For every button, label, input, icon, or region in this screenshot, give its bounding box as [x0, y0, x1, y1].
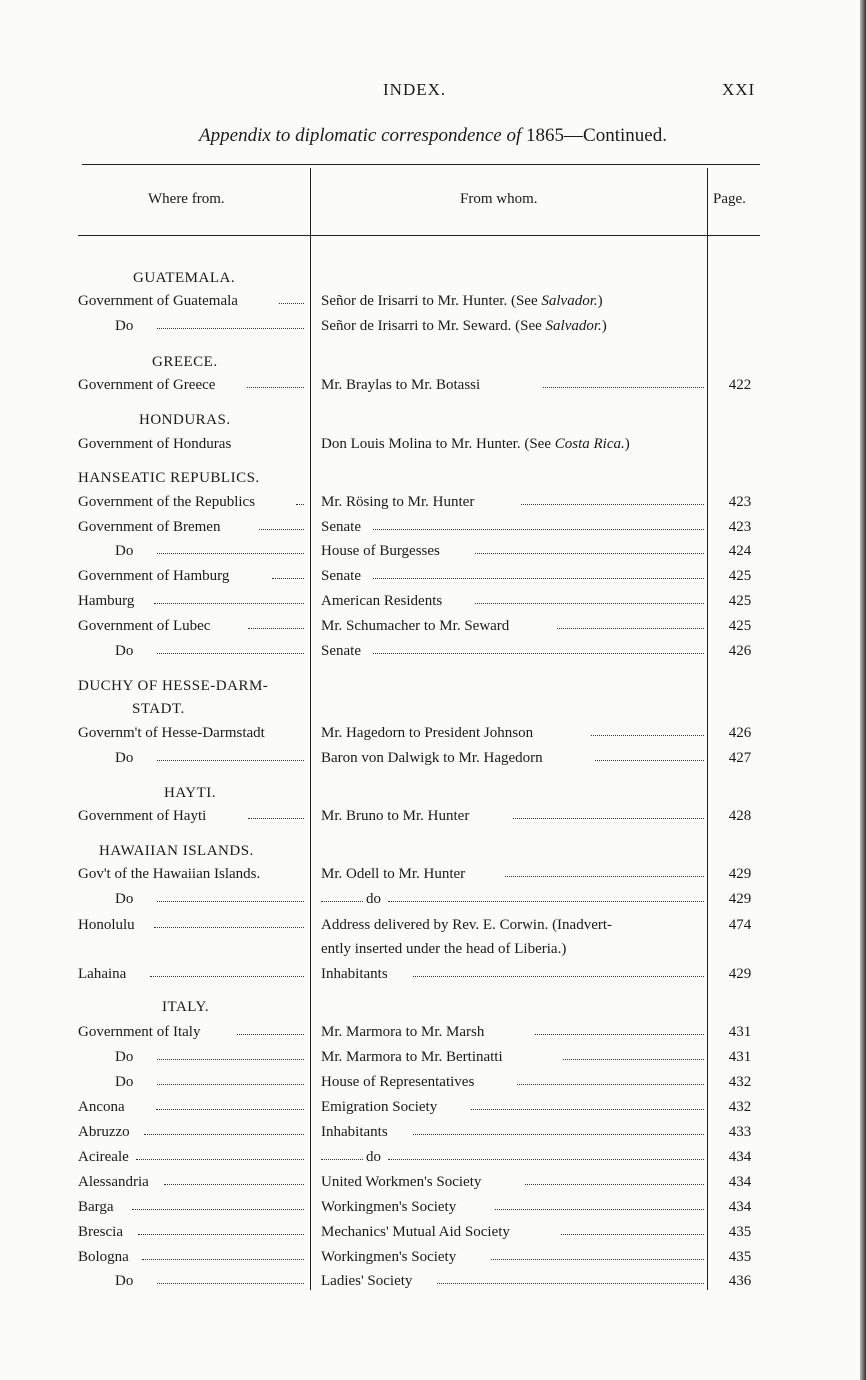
dot-leader [272, 578, 304, 579]
index-row [78, 564, 760, 588]
from-whom-cell: Mechanics' Mutual Aid Society [321, 1224, 510, 1240]
index-row [78, 539, 760, 563]
dot-leader [154, 603, 304, 604]
page-cell: 425 [728, 568, 752, 584]
table-top-rule [82, 164, 760, 165]
index-row [78, 1269, 760, 1293]
caption-italic: Appendix to diplomatic correspondence of [199, 125, 522, 146]
page-cell: 427 [728, 750, 752, 766]
where-from-cell: Lahaina [78, 966, 127, 982]
dot-leader [491, 1259, 704, 1260]
from-whom-cell: Address delivered by Rev. E. Corwin. (Inadvert- [321, 917, 613, 933]
where-from-cell: Government of Bremen [78, 519, 221, 535]
section-heading-continued: STADT. [132, 701, 185, 717]
dot-leader [535, 1034, 704, 1035]
dot-leader [279, 303, 304, 304]
page-cell: 429 [728, 966, 752, 982]
where-from-cell: Government of Italy [78, 1024, 201, 1040]
from-whom-cell: Mr. Schumacher to Mr. Seward [321, 618, 510, 634]
page-cell: 432 [728, 1099, 752, 1115]
where-from-cell: Government of Lubec [78, 618, 211, 634]
where-from-cell: Government of Hamburg [78, 568, 230, 584]
index-row [78, 887, 760, 911]
index-row [78, 1120, 760, 1144]
dot-leader [157, 328, 304, 329]
page-cell: 434 [728, 1149, 752, 1165]
from-whom-cell: Mr. Rösing to Mr. Hunter [321, 494, 475, 510]
section-heading: DUCHY OF HESSE-DARM- [78, 678, 269, 694]
dot-leader [157, 760, 304, 761]
dot-leader [437, 1283, 704, 1284]
cross-reference: (See Salvador.) [507, 293, 603, 309]
from-whom-cell: Mr. Braylas to Mr. Botassi [321, 377, 481, 393]
where-from-cell: Do [115, 891, 134, 907]
where-from-cell: Do [115, 1049, 134, 1065]
index-row [78, 589, 760, 613]
dot-leader [543, 387, 704, 388]
dot-leader [248, 628, 304, 629]
from-whom-cell: United Workmen's Society [321, 1174, 482, 1190]
index-row [78, 1245, 760, 1269]
where-from-cell: Governm't of Hesse-Darmstadt [78, 725, 265, 741]
from-whom-cell: Mr. Marmora to Mr. Bertinatti [321, 1049, 503, 1065]
dot-leader [557, 628, 704, 629]
page-cell: 423 [728, 519, 752, 535]
dot-leader [247, 387, 304, 388]
where-from-cell: Acireale [78, 1149, 129, 1165]
page-cell: 428 [728, 808, 752, 824]
page-cell: 434 [728, 1199, 752, 1215]
index-row [78, 432, 760, 456]
index-row [78, 804, 760, 828]
page-cell: 435 [728, 1224, 752, 1240]
from-whom-continuation: ently inserted under the head of Liberia.) [321, 941, 567, 957]
index-row [78, 314, 760, 338]
from-whom-cell: Baron von Dalwigk to Mr. Hagedorn [321, 750, 543, 766]
dot-leader [259, 529, 304, 530]
from-whom-cell: Workingmen's Society [321, 1199, 457, 1215]
index-row [78, 1195, 760, 1219]
section-heading: ITALY. [162, 999, 210, 1015]
page-cell: 433 [728, 1124, 752, 1140]
index-row [78, 1170, 760, 1194]
where-from-cell: Government of Honduras [78, 436, 232, 452]
index-row [78, 862, 760, 886]
dot-leader [248, 818, 304, 819]
index-row [78, 289, 760, 313]
dot-leader [157, 553, 304, 554]
where-from-cell: Government of Greece [78, 377, 216, 393]
dot-leader [154, 927, 304, 928]
dot-leader [132, 1209, 304, 1210]
dot-leader [413, 1134, 704, 1135]
page-cell: 429 [728, 891, 752, 907]
page-cell: 429 [728, 866, 752, 882]
index-row [78, 913, 760, 937]
from-whom-cell: Inhabitants [321, 1124, 388, 1140]
where-from-cell: Abruzzo [78, 1124, 130, 1140]
where-from-cell: Ancona [78, 1099, 125, 1115]
page-cell: 435 [728, 1249, 752, 1265]
page-cell: 436 [728, 1273, 752, 1289]
dot-leader [136, 1159, 304, 1160]
section-heading: HONDURAS. [139, 412, 231, 428]
index-row [78, 639, 760, 663]
page-cell: 425 [728, 593, 752, 609]
where-from-cell: Bologna [78, 1249, 129, 1265]
index-row [78, 721, 760, 745]
cross-reference: (See Costa Rica.) [520, 436, 630, 452]
page-cell: 422 [728, 377, 752, 393]
from-whom-cell: American Residents [321, 593, 443, 609]
page-cell: 426 [728, 643, 752, 659]
index-row [78, 515, 760, 539]
from-whom-cell: Senate [321, 568, 361, 584]
index-row [78, 1070, 760, 1094]
where-from-cell: Barga [78, 1199, 114, 1215]
dot-leader [142, 1259, 304, 1260]
from-whom-cell: Inhabitants [321, 966, 388, 982]
from-whom-cell: Señor de Irisarri to Mr. Hunter. (See Salvador.) [321, 293, 603, 309]
dot-leader [157, 1084, 304, 1085]
index-row [78, 1095, 760, 1119]
page-cell: 425 [728, 618, 752, 634]
page-title: INDEX. [383, 80, 447, 99]
dot-leader [373, 529, 704, 530]
from-whom-cell: Workingmen's Society [321, 1249, 457, 1265]
table-header-rule [78, 235, 760, 236]
from-whom-cell: Mr. Marmora to Mr. Marsh [321, 1024, 485, 1040]
from-whom-cell: Mr. Odell to Mr. Hunter [321, 866, 466, 882]
dot-leader [475, 603, 704, 604]
where-from-cell: Gov't of the Hawaiian Islands. [78, 866, 261, 882]
index-row [78, 962, 760, 986]
index-row [78, 746, 760, 770]
page-cell: 432 [728, 1074, 752, 1090]
dot-leader [413, 976, 704, 977]
section-heading: HAYTI. [164, 785, 217, 801]
page-cell: 431 [728, 1049, 752, 1065]
from-whom-cell: Senate [321, 519, 361, 535]
where-from-cell: Do [115, 543, 134, 559]
column-header-whom: From whom. [460, 191, 538, 207]
from-whom-cell: Emigration Society [321, 1099, 438, 1115]
section-heading: HAWAIIAN ISLANDS. [99, 843, 254, 859]
index-row [78, 1220, 760, 1244]
dot-leader [157, 653, 304, 654]
dot-leader [321, 901, 363, 902]
where-from-cell: Government of Hayti [78, 808, 207, 824]
dot-leader [164, 1184, 304, 1185]
where-from-cell: Alessandria [78, 1174, 149, 1190]
from-whom-cell: do [366, 891, 381, 907]
dot-leader [388, 1159, 704, 1160]
caption-rest: 1865—Continued. [526, 125, 667, 146]
dot-leader [525, 1184, 704, 1185]
cross-reference: (See Salvador.) [511, 318, 607, 334]
from-whom-cell: Mr. Bruno to Mr. Hunter [321, 808, 470, 824]
dot-leader [388, 901, 704, 902]
where-from-cell: Brescia [78, 1224, 123, 1240]
index-row [78, 1045, 760, 1069]
dot-leader [237, 1034, 304, 1035]
from-whom-cell: Don Louis Molina to Mr. Hunter. (See Costa Rica.) [321, 436, 630, 452]
where-from-cell: Do [115, 1273, 134, 1289]
column-header-where: Where from. [148, 191, 225, 207]
dot-leader [296, 504, 304, 505]
dot-leader [563, 1059, 704, 1060]
where-from-cell: Government of Guatemala [78, 293, 238, 309]
page-cell: 474 [728, 917, 752, 933]
page-cell: 426 [728, 725, 752, 741]
dot-leader [475, 553, 704, 554]
dot-leader [521, 504, 704, 505]
where-from-cell: Honolulu [78, 917, 135, 933]
dot-leader [513, 818, 704, 819]
where-from-cell: Do [115, 643, 134, 659]
index-row [78, 1145, 760, 1169]
page-cell: 424 [728, 543, 752, 559]
page-cell: 423 [728, 494, 752, 510]
dot-leader [157, 901, 304, 902]
from-whom-cell: do [366, 1149, 381, 1165]
dot-leader [157, 1283, 304, 1284]
from-whom-cell: Senate [321, 643, 361, 659]
page-number: XXI [722, 80, 756, 99]
page-cell: 434 [728, 1174, 752, 1190]
from-whom-cell: Ladies' Society [321, 1273, 413, 1289]
page-cell: 431 [728, 1024, 752, 1040]
dot-leader [157, 1059, 304, 1060]
running-head [0, 80, 866, 104]
dot-leader [150, 976, 304, 977]
index-row [78, 373, 760, 397]
dot-leader [321, 1159, 363, 1160]
table-caption [0, 125, 866, 147]
dot-leader [595, 760, 704, 761]
dot-leader [138, 1234, 304, 1235]
from-whom-cell: House of Representatives [321, 1074, 475, 1090]
index-row [78, 1020, 760, 1044]
section-heading: GREECE. [152, 354, 218, 370]
dot-leader [517, 1084, 704, 1085]
where-from-cell: Do [115, 750, 134, 766]
where-from-cell: Hamburg [78, 593, 135, 609]
dot-leader [495, 1209, 704, 1210]
index-row [78, 614, 760, 638]
index-row [78, 490, 760, 514]
dot-leader [561, 1234, 704, 1235]
from-whom-cell: House of Burgesses [321, 543, 440, 559]
dot-leader [373, 653, 704, 654]
where-from-cell: Do [115, 1074, 134, 1090]
dot-leader [156, 1109, 304, 1110]
column-header-page: Page. [713, 191, 746, 207]
section-heading: HANSEATIC REPUBLICS. [78, 470, 260, 486]
where-from-cell: Do [115, 318, 134, 334]
dot-leader [471, 1109, 704, 1110]
dot-leader [591, 735, 704, 736]
where-from-cell: Government of the Republics [78, 494, 256, 510]
page-edge [860, 0, 866, 1380]
dot-leader [505, 876, 704, 877]
dot-leader [373, 578, 704, 579]
section-heading: GUATEMALA. [133, 270, 236, 286]
dot-leader [144, 1134, 304, 1135]
from-whom-cell: Señor de Irisarri to Mr. Seward. (See Salvador.) [321, 318, 607, 334]
from-whom-cell: Mr. Hagedorn to President Johnson [321, 725, 534, 741]
